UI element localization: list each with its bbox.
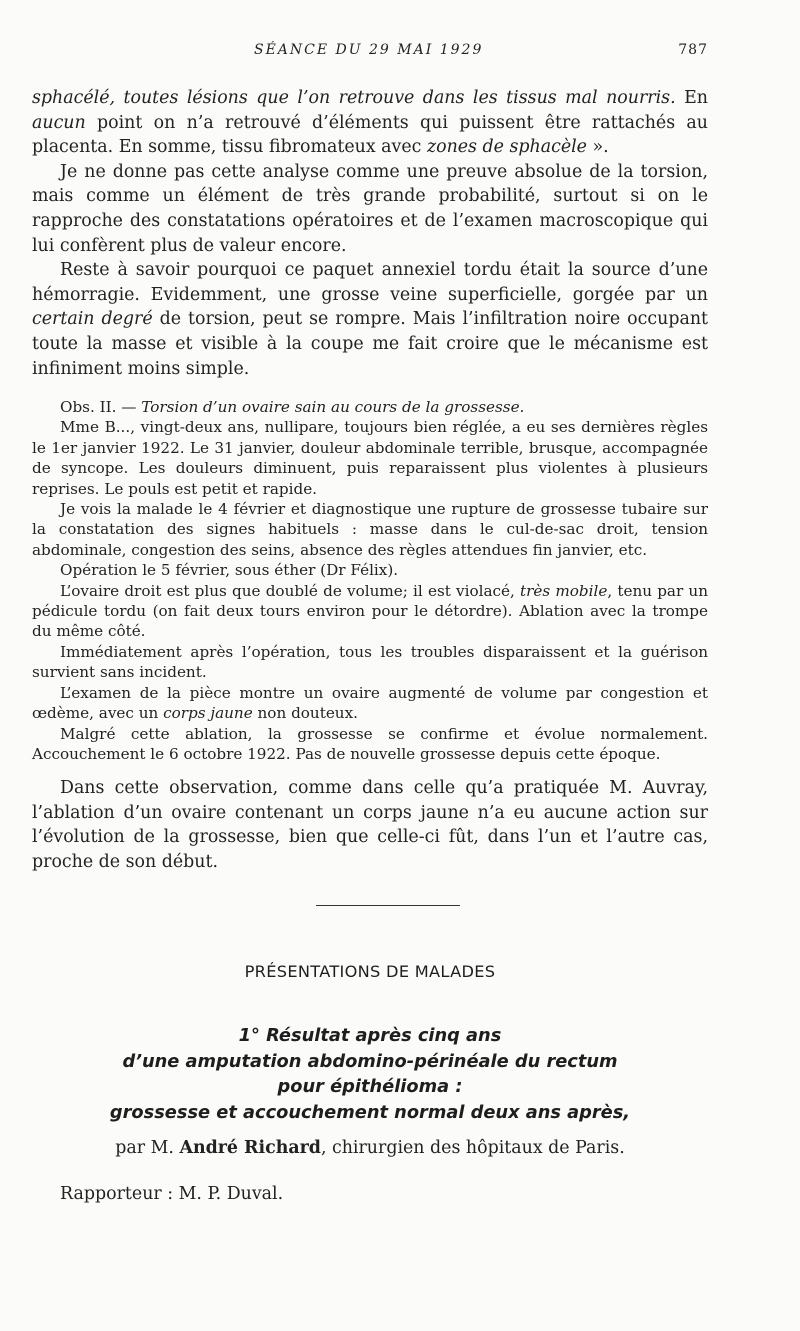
page-number: 787 [678,42,708,58]
observation-paragraph: Opération le 5 février, sous éther (Dr Félix). [60,561,399,580]
rapporteur-line: Rapporteur : M. P. Duval. [60,1184,284,1204]
paragraph-hemorragie: Reste à savoir pourquoi ce paquet annexiel tordu était la source d’une hémorragie. Evidemment, une grosse veine superficielle, gorgée par un certain degré de torsion, peut se rompre. Mais l’infiltration noire occupant toute la masse et visible à la coupe me fait croire que le mécanisme est infiniment moins simple. [32,260,709,379]
section-title: PRÉSENTATIONS DE MALADES [244,962,496,981]
observation-paragraph: Malgré cette ablation, la grossesse se confirme et évolue normalement. Accouchement le 6 octobre 1922. Pas de nouvelle grossesse depuis cette époque. [32,724,708,763]
section-divider [316,905,460,906]
body-text-conclusion [32,776,708,874]
observation-paragraph: L’ovaire droit est plus que doublé de volume; il est violacé, très mobile, tenu par un pédicule tordu (on fait deux tours environ pour le détordre). Ablation avec la trompe du même côté. [32,581,708,641]
observation-paragraph: Mme B..., vingt-deux ans, nullipare, toujours bien réglée, a eu ses dernières règles le 1er janvier 1922. Le 31 janvier, douleur abdominale terrible, brusque, accompagnée de syncope. Les douleurs diminuent, puis reparaissent plus violentes à plusieurs reprises. Le pouls est petit et rapide. [32,418,708,498]
paragraph-conclusion: Dans cette observation, comme dans celle qu’a pratiquée M. Auvray, l’ablation d’un ovaire contenant un corps jaune n’a eu aucune action sur l’évolution de la grossesse, bien que celle-ci fût, dans l’un et l’autre cas, proche de son début. [32,778,708,872]
observation-block [32,397,708,764]
author-line: par M. André Richard, chirurgien des hôpitaux de Paris. [115,1138,625,1158]
observation-paragraph: L’examen de la pièce montre un ovaire augmenté de volume par congestion et œdème, avec un corps jaune non douteux. [32,683,708,723]
paragraph-analyse: Je ne donne pas cette analyse comme une preuve absolue de la torsion, mais comme un élément de très grande probabilité, surtout si on le rapproche des constatations opératoires et de l’examen macroscopique qui lui confèrent plus de valeur encore. [32,161,708,256]
observation-heading: Obs. II. — Torsion d’un ovaire sain au cours de la grossesse. [60,398,525,416]
article-title: 1° Résultat après cinq ans d’une amputation abdomino-périnéale du rectum pour épithélioma : grossesse et accouchement normal deux ans après, [109,1025,631,1123]
paragraph-sphacele: sphacélé, toutes lésions que l’on retrouve dans les tissus mal nourris. En aucun point on n’a retrouvé d’éléments qui puissent être rattachés au placenta. En somme, tissu fibromateux avec zones de sphacèle ». [32,88,708,158]
running-title: SÉANCE DU 29 MAI 1929 [254,42,484,58]
body-text-top [32,86,708,381]
observation-paragraph: Immédiatement après l’opération, tous les troubles disparaissent et la guérison survient sans incident. [32,642,708,682]
observation-paragraph: Je vois la malade le 4 février et diagnostique une rupture de grossesse tubaire sur la constatation des signes habituels : masse dans le cul-de-sac droit, tension abdominale, congestion des seins, absence des règles attendues fin janvier, etc. [32,500,708,559]
